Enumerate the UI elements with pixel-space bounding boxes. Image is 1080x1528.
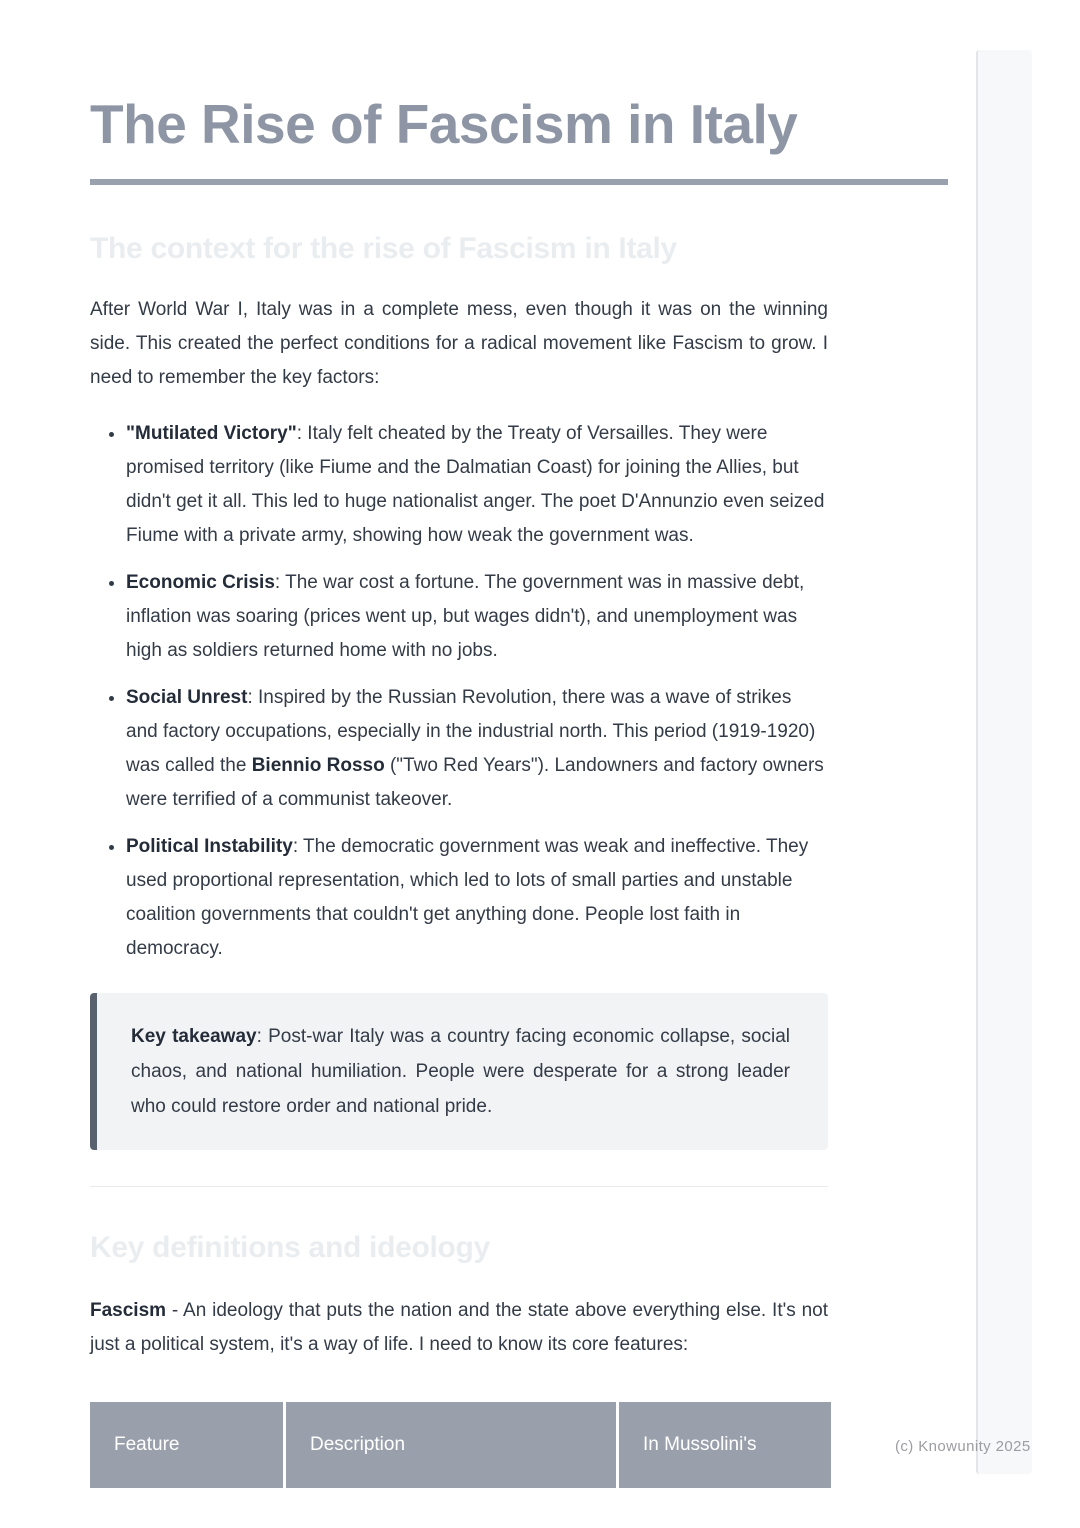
list-item (126, 566, 828, 668)
section-heading-definitions: Key definitions and ideology (90, 1230, 490, 1264)
bullet-text: : The democratic government was weak and ineffective. They used proportional representation, which led to lots of small parties and unstable coalition governments that couldn't get anything done. People lost faith in democracy. (126, 835, 809, 959)
fascism-term: Fascism (90, 1299, 167, 1321)
intro-paragraph: After World War I, Italy was in a complete mess, even though it was on the winning side. This created the perfect conditions for a radical movement like Fascism to grow. I need to remember the key factors: (90, 298, 828, 388)
document-page (90, 0, 950, 1488)
bullet-lead: Social Unrest (126, 686, 248, 708)
bullet-inline-bold: Biennio Rosso (251, 754, 385, 776)
bullet-lead: Political Instability (126, 835, 293, 857)
title-divider (90, 179, 948, 185)
list-item (126, 830, 828, 966)
scrollbar-track[interactable] (976, 50, 1032, 1474)
table-header-mussolini: In Mussolini's (619, 1402, 831, 1488)
bullet-text: : Italy felt cheated by the Treaty of Versailles. They were promised territory (like Fiume and the Dalmatian Coast) for joining the Allies, but didn't get it all. This led to huge nationalist anger. The poet D'Annunzio even seized Fiume with a private army, showing how weak the government was. (126, 422, 825, 546)
fascism-paragraph (90, 1294, 828, 1362)
table-header-description: Description (286, 1402, 616, 1488)
bullet-lead: Economic Crisis (126, 571, 275, 593)
section-heading-context: The context for the rise of Fascism in Italy (90, 231, 677, 265)
takeaway-text: : Post-war Italy was a country facing economic collapse, social chaos, and national humiliation. People were desperate for a strong leader who could restore order and national pride. (131, 1025, 790, 1117)
page-title: The Rise of Fascism in Italy (90, 93, 798, 155)
bullet-text: ("Two Red Years"). Landowners and factory owners were terrified of a communist takeover. (126, 754, 824, 810)
bullet-text: : Inspired by the Russian Revolution, there was a wave of strikes and factory occupations, especially in the industrial north. This period (1919-1920) was called the (126, 686, 816, 776)
bullet-lead: "Mutilated Victory" (126, 422, 297, 444)
list-item (126, 417, 828, 553)
key-takeaway-box (90, 993, 828, 1150)
copyright-watermark: (c) Knowunity 2025 (895, 1438, 1031, 1455)
features-table (87, 1402, 834, 1488)
section-divider (90, 1186, 828, 1187)
key-factors-list (90, 417, 828, 966)
bullet-text: : The war cost a fortune. The government was in massive debt, inflation was soaring (prices went up, but wages didn't), and unemployment was high as soldiers returned home with no jobs. (126, 571, 805, 661)
takeaway-lead: Key takeaway (131, 1025, 257, 1047)
table-header-feature: Feature (90, 1402, 283, 1488)
table-header-row (90, 1402, 831, 1488)
fascism-definition: - An ideology that puts the nation and the state above everything else. It's not just a political system, it's a way of life. I need to know its core features: (90, 1299, 828, 1355)
list-item (126, 681, 828, 817)
